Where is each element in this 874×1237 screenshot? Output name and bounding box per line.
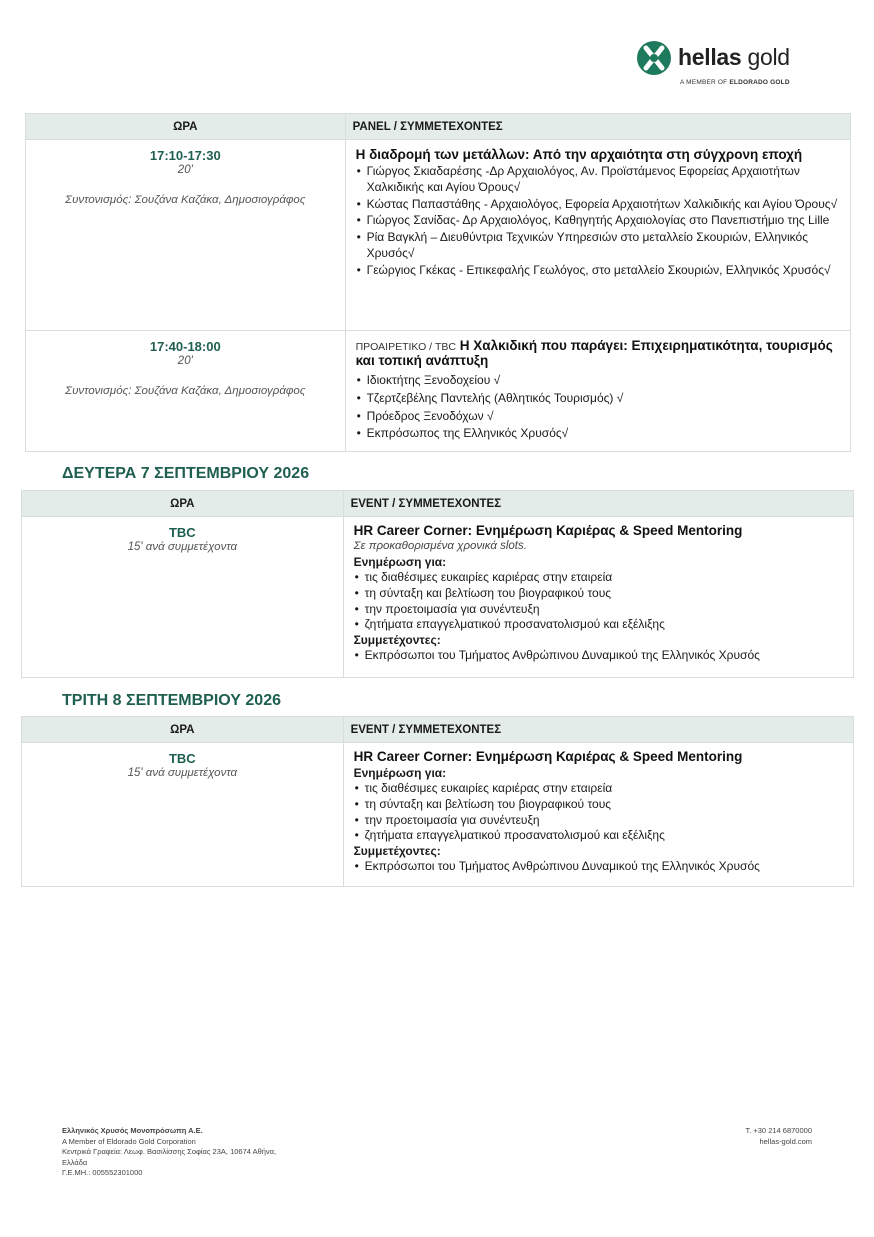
list-item: • την προετοιμασία για συνέντευξη — [354, 813, 843, 829]
table-row — [26, 140, 851, 331]
list-item: • ζητήματα επαγγελματικού προσανατολισμού και εξέλιξης — [354, 828, 843, 844]
footer-company-info — [62, 1126, 276, 1179]
list-item: • Γιώργος Σανίδας- Δρ Αρχαιολόγος, Καθηγητής Αρχαιολογίας στο Πανεπιστήμιο της Lille — [356, 213, 840, 229]
footer-website: hellas-gold.com — [759, 1136, 812, 1146]
time-cell — [26, 331, 346, 452]
footer-phone: T. +30 214 6870000 — [745, 1126, 812, 1135]
list-item: • τις διαθέσιμες ευκαιρίες καριέρας στην εταιρεία — [354, 781, 843, 797]
list-item: • Ρία Βαγκλή – Διευθύντρια Τεχνικών Υπηρεσιών στο μεταλλείο Σκουριών, Ελληνικός Χρυσός√ — [356, 230, 840, 262]
footer-company: Ελληνικός Χρυσός Μονοπρόσωπη Α.Ε. — [62, 1126, 203, 1135]
session-duration: 15' ανά συμμετέχοντα — [127, 541, 238, 553]
list-item: • Εκπρόσωποι του Τμήματος Ανθρώπινου Δυναμικού της Ελληνικός Χρυσός — [354, 648, 843, 664]
session-moderator: Συντονισμός: Σουζάνα Καζάκα, Δημοσιογράφος — [65, 194, 306, 206]
footer-member: A Member of Eldorado Gold Corporation — [62, 1136, 196, 1146]
schedule-table-2 — [21, 490, 854, 678]
panelist-list — [356, 373, 840, 442]
session-time: TBC — [168, 751, 196, 766]
column-header-time: ΩΡΑ — [26, 114, 346, 140]
list-item: • Γεώργιος Γκέκας - Επικεφαλής Γεωλόγος, στο μεταλλείο Σκουριών, Ελληνικός Χρυσός√ — [356, 263, 840, 279]
schedule-table-3 — [21, 716, 854, 887]
hellas-gold-logo — [636, 40, 816, 92]
list-item: • Πρόεδρος Ξενοδόχων √ — [356, 409, 840, 425]
session-moderator: Συντονισμός: Σουζάνα Καζάκα, Δημοσιογράφος — [65, 385, 306, 397]
participants-list — [354, 648, 843, 664]
list-item: • Εκπρόσωποι του Τμήματος Ανθρώπινου Δυναμικού της Ελληνικός Χρυσός — [354, 859, 843, 875]
footer-registry: Γ.Ε.ΜΗ.: 005552301000 — [62, 1168, 143, 1177]
list-item: • Εκπρόσωπος της Ελληνικός Χρυσός√ — [356, 426, 840, 442]
event-cell — [343, 743, 853, 887]
column-header-panel: PANEL / ΣΥΜΜΕΤΕΧΟΝΤΕΣ — [345, 114, 850, 140]
optional-tag: ΠΡΟΑΙΡΕΤΙΚΟ / TBC — [355, 341, 457, 353]
day-heading: ΔΕΥΤΕΡΑ 7 ΣΕΠΤΕΜΒΡΙΟΥ 2026 — [62, 465, 310, 482]
logo-name: hellas gold — [678, 44, 790, 70]
footer-address-line-1: Κεντρικά Γραφεία: Λεωφ. Βασιλίσσης Σοφίας 23Α, 10674 Αθήνα, — [62, 1147, 277, 1156]
panel-cell — [345, 140, 850, 331]
time-cell — [22, 743, 344, 887]
list-item: • την προετοιμασία για συνέντευξη — [354, 602, 843, 618]
event-cell — [343, 517, 853, 678]
panelist-list — [356, 164, 840, 279]
column-header-time: ΩΡΑ — [22, 491, 344, 517]
info-label: Ενημέρωση για: — [353, 555, 447, 569]
panel-cell — [345, 331, 850, 452]
table-row — [26, 331, 851, 452]
event-subtitle: Σε προκαθορισμένα χρονικά slots. — [353, 540, 527, 552]
table-row — [22, 743, 854, 887]
list-item: • τις διαθέσιμες ευκαιρίες καριέρας στην εταιρεία — [354, 570, 843, 586]
session-time: TBC — [168, 525, 196, 540]
footer-address-line-2: Ελλάδα — [62, 1157, 88, 1167]
panel-title — [356, 338, 840, 368]
event-title: HR Career Corner: Ενημέρωση Καριέρας & Speed Mentoring — [353, 523, 743, 538]
session-time: 17:10-17:30 — [149, 148, 221, 163]
column-header-time: ΩΡΑ — [22, 717, 344, 743]
logo-tagline: A MEMBER OF ELDORADO GOLD — [680, 79, 790, 86]
session-duration: 15' ανά συμμετέχοντα — [127, 767, 238, 779]
session-duration: 20' — [177, 355, 193, 367]
event-title: HR Career Corner: Ενημέρωση Καριέρας & Speed Mentoring — [353, 749, 743, 764]
panel-title: Η διαδρομή των μετάλλων: Από την αρχαιότητα στη σύγχρονη εποχή — [355, 147, 803, 162]
panel-title-text: Η Χαλκιδική που παράγει: Επιχειρηματικότητα, τουρισμός και τοπική ανάπτυξη — [355, 338, 833, 368]
schedule-table-1 — [25, 113, 851, 452]
list-item: • ζητήματα επαγγελματικού προσανατολισμού και εξέλιξης — [354, 617, 843, 633]
list-item: • Ιδιοκτήτης Ξενοδοχείου √ — [356, 373, 840, 389]
list-item: • τη σύνταξη και βελτίωση του βιογραφικού τους — [354, 586, 843, 602]
table-row — [22, 517, 854, 678]
info-list — [354, 781, 843, 844]
column-header-event: EVENT / ΣΥΜΜΕΤΕΧΟΝΤΕΣ — [343, 491, 853, 517]
participants-label: Συμμετέχοντες: — [353, 844, 441, 859]
info-label: Ενημέρωση για: — [353, 766, 447, 780]
column-header-event: EVENT / ΣΥΜΜΕΤΕΧΟΝΤΕΣ — [343, 717, 853, 743]
time-cell — [26, 140, 346, 331]
info-list — [354, 570, 843, 633]
list-item: • Κώστας Παπαστάθης - Αρχαιολόγος, Εφορεία Αρχαιοτήτων Χαλκιδικής και Αγίου Όρους√ — [356, 197, 840, 213]
session-time: 17:40-18:00 — [149, 339, 221, 354]
hellas-gold-logo-mark-icon — [636, 40, 672, 76]
footer-contact — [745, 1126, 812, 1147]
list-item: • Τζερτζεβέλης Παντελής (Αθλητικός Τουρισμός) √ — [356, 391, 840, 407]
list-item: • τη σύνταξη και βελτίωση του βιογραφικού τους — [354, 797, 843, 813]
participants-label: Συμμετέχοντες: — [353, 633, 441, 648]
session-duration: 20' — [177, 164, 193, 176]
participants-list — [354, 859, 843, 875]
list-item: • Γιώργος Σκιαδαρέσης -Δρ Αρχαιολόγος, Αν. Προϊστάμενος Εφορείας Αρχαιοτήτων Χαλκιδικής και Αγίου Όρους√ — [356, 164, 840, 196]
time-cell — [22, 517, 344, 678]
day-heading: ΤΡΙΤΗ 8 ΣΕΠΤΕΜΒΡΙΟΥ 2026 — [62, 692, 281, 709]
